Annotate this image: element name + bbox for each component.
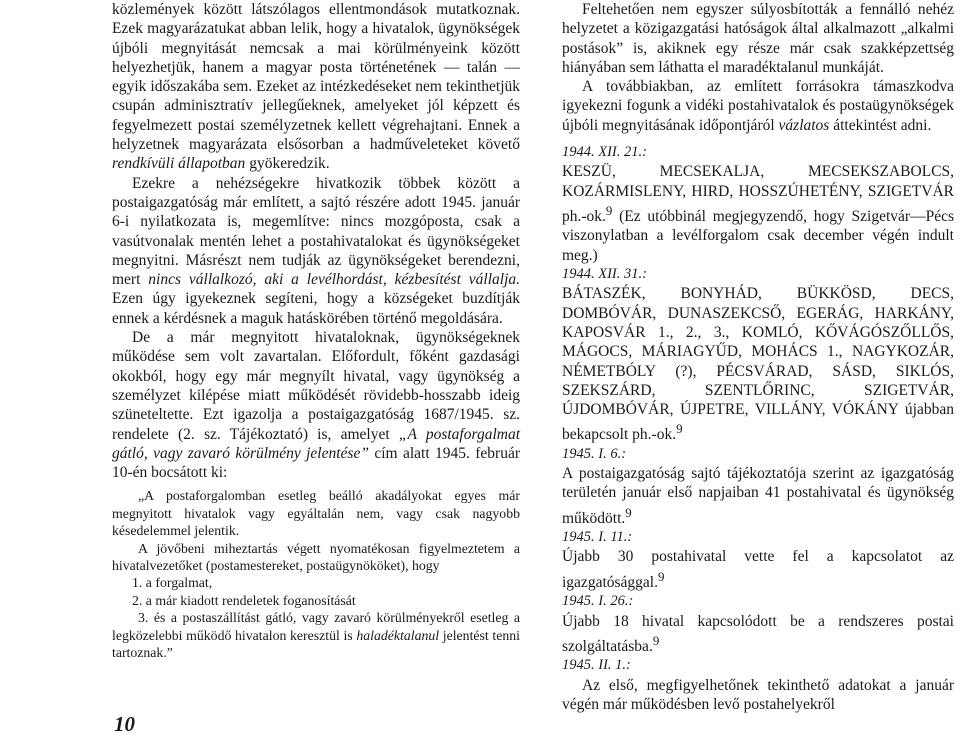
right-column — [562, 0, 954, 714]
right-paragraph-2: A továbbiakban, az említett forrásokra támaszkodva igyekezni fogunk a vidéki postahivatalok és postaügynökségek újbóli megnyitásának időpontjáról vázlatos áttekintést adni. — [562, 78, 954, 134]
quote-paragraph-2: A jövőbeni miheztartás végett nyomatékosan figyelmeztetem a hivatalvezetőket (postamestereket, postaügynököket), hogy — [112, 540, 520, 574]
left-paragraph-2: Ezekre a nehézségekre hivatkozik többek között a postaigazgatóság már említett, a sajtó részére adott 1945. január 6-i nyilatkozata is, megemlítve: nincs mozgóposta, csak a vasútvonalak mentén lehet a postahivatalokat és ügynökségeket megnyitni. Másrészt nem tudják az ügynökségeket berendezni, mert nincs vállalkozó, aki a levélhordást, kézbesítést vállalja. Ezen úgy igyekeznek segíteni, hogy a községeket buzdítják ennek a kérdésnek a maguk hatáskörében történő megoldására. — [112, 174, 520, 327]
entry-date-1: 1944. XII. 21.: — [562, 144, 647, 161]
entry-text-3: A postaigazgatóság sajtó tájékoztatója szerint az igazgatóság területén január első napjaiban 41 postahivatal és ügynökség működött.$^9$ — [562, 465, 954, 527]
entry-text-1: KESZÜ, MECSEKALJA, MECSEKSZABOLCS, KOZÁRMISLENY, HIRD, HOSSZÚHETÉNY, SZIGETVÁR ph.-ok.$^9$ (Ez utóbbinál megjegyzendő, hogy Szigetvár—Pécs viszonylatban a levélforgalom csak december végén indult meg.) — [562, 163, 954, 264]
quote-list-item-3: 3. és a postaszállítást gátló, vagy zavaró körülményekről esetleg a legközelebbi működő hivatalon keresztül is haladéktalanul jelentést tenni tartoznak.” — [112, 610, 520, 661]
entry-date-6: 1945. II. 1.: — [562, 657, 631, 674]
entry-text-5: Újabb 18 hivatal kapcsolódott be a rendszeres postai szolgáltatásba.$^9$ — [562, 612, 954, 655]
decree-quote — [112, 487, 520, 661]
entry-text-4: Újabb 30 postahivatal vette fel a kapcsolatot az igazgatósággal.$^9$ — [562, 548, 954, 591]
entry-date-4: 1945. I. 11.: — [562, 529, 633, 546]
quote-list-item-1: 1. a forgalmat, — [132, 575, 213, 591]
entry-text-2: BÁTASZÉK, BONYHÁD, BÜKKÖSD, DECS, DOMBÓVÁR, DUNASZEKCSŐ, EGERÁG, HARKÁNY, KAPOSVÁR 1., 2., 3., KOMLÓ, KŐVÁGÓSZŐLLŐS, MÁGOCS, MÁRIAGYŰD, MOHÁCS 1., NAGYKOZÁR, NÉMETBÓLY (?), PÉCSVÁRAD, SÁSD, SIKLÓS, SZEKSZÁRD, SZENTLŐRINC, SZIGETVÁR, ÚJDOMBÓVÁR, ÚJPETRE, VILLÁNY, VÓKÁNY újabban bekapcsolt ph.-ok.$^9$ — [562, 285, 954, 444]
left-column — [112, 0, 520, 661]
entry-date-5: 1945. I. 26.: — [562, 593, 634, 610]
quote-paragraph-1: „A postaforgalomban esetleg beálló akadályokat egyes már megnyitott hivatalok vagy egyáltalán nem, vagy csak nagyobb késedelemmel jelentik. — [112, 488, 520, 539]
entry-date-3: 1945. I. 6.: — [562, 445, 627, 462]
right-paragraph-1: Feltehetően nem egyszer súlyosbították a fennálló nehéz helyzetet a közigazgatási hatóságok által alkalmazott „alkalmi postások” is, akiknek egy része már csak szakképzettség hiányában sem láthatta el maradéktalanul munkáját. — [562, 1, 954, 76]
page-number: 10 — [114, 712, 135, 736]
entry-text-6: Az első, megfigyelhetőnek tekinthető adatokat a január végén már működésben levő postahelyekről — [562, 676, 954, 713]
quote-list-item-2: 2. a már kiadott rendeletek foganosítását — [132, 592, 356, 608]
entry-date-2: 1944. XII. 31.: — [562, 266, 647, 283]
left-paragraph-1: közlemények között látszólagos ellentmondások mutatkoznak. Ezek magyarázatukat abban lelik, hogy a hivatalok, ügynökségek újbóli megnyitását nemcsak a mai körülményeink között helyezhetjük, hanem a magyar posta történetének — talán — egyik időszakába sem. Ezeket az intézkedéseket nem tekinthetjük csupán adminisztratív jellegűeknek, amelyeket jól képzett és fegyelmezett postai személyzetnek kellett végrehajtani. Ennek a helyzetnek magyarázata elsősorban a hadműveleteket követő rendkívüli állapotban gyökeredzik. — [112, 1, 520, 173]
left-paragraph-3: De a már megnyitott hivataloknak, ügynökségeknek működése sem volt zavartalan. Előfordult, főként gazdasági okokból, hogy egy már megnyílt hivatal, vagy ügynökség a személyzet kilépése miatt működését rövidebb-hosszabb ideig szüneteltette. Ezt igazolja a postaigazgatóság 1687/1945. sz. rendelete (2. sz. Tájékoztató) is, amelyet „A postaforgalmat gátló, vagy zavaró körülmény jelentése” cím alatt 1945. február 10-én bocsátott ki: — [112, 329, 521, 482]
